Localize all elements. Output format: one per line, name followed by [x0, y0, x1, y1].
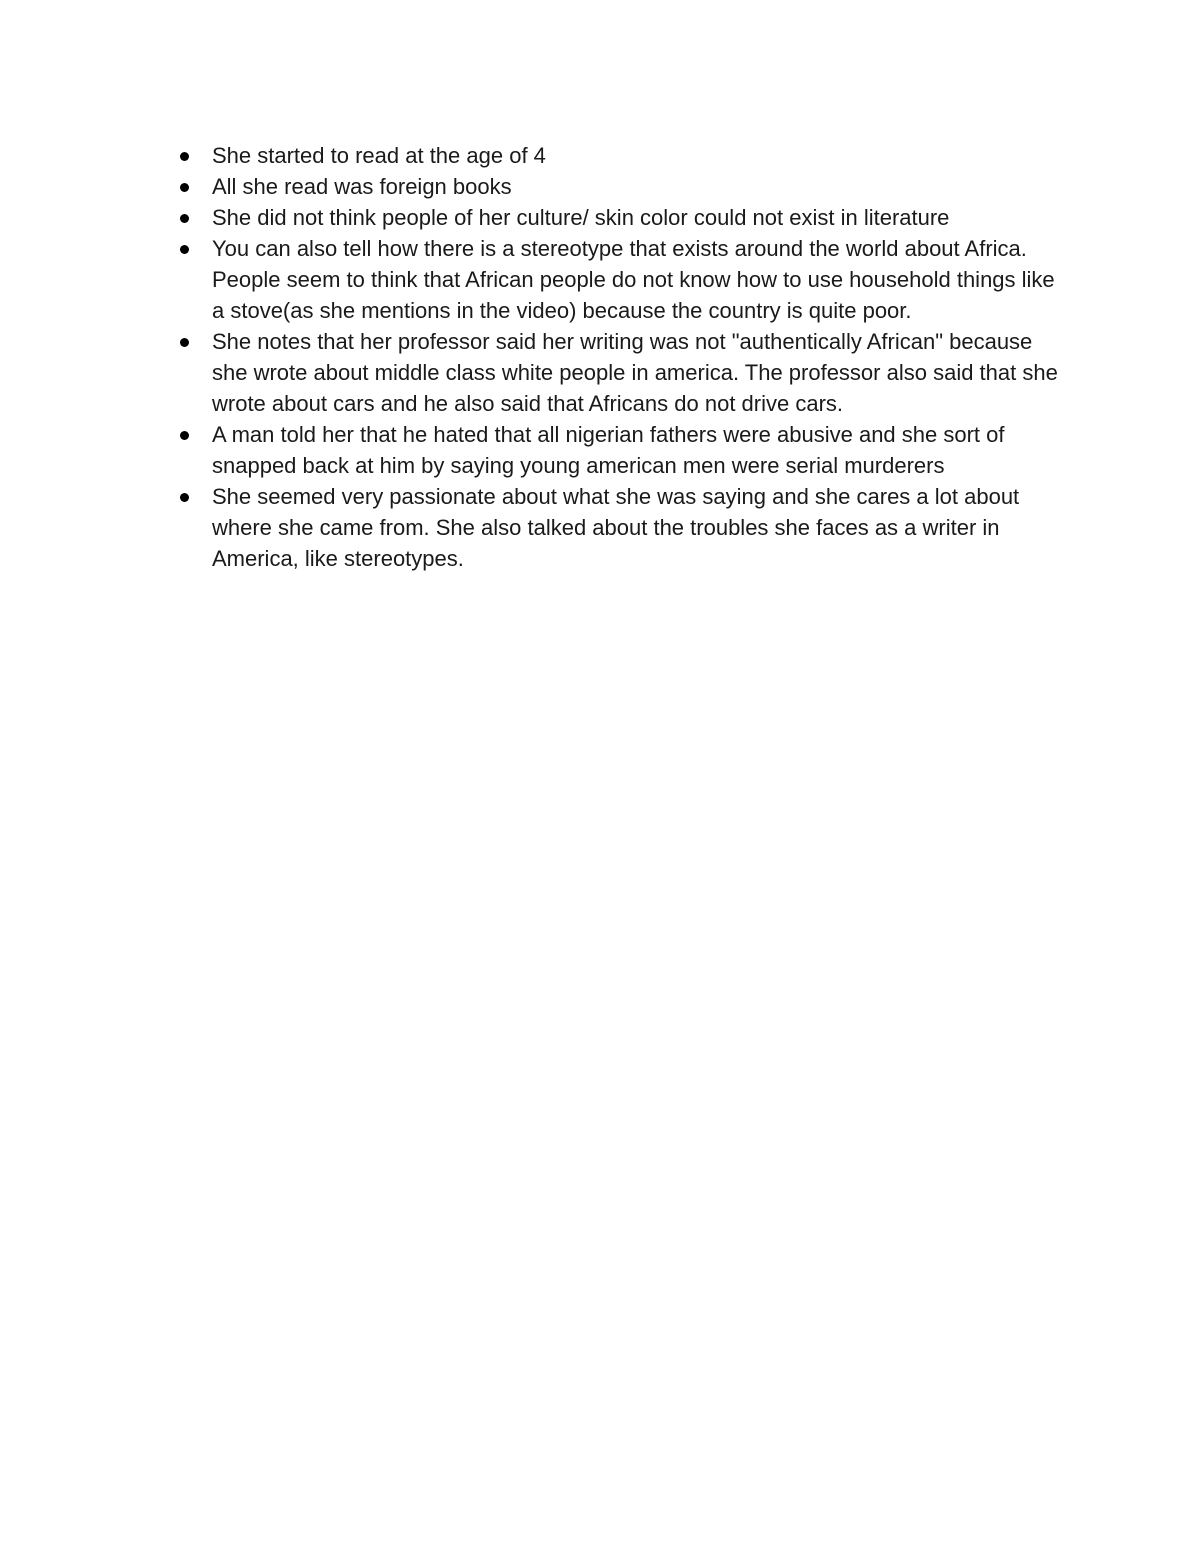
list-item-text: She did not think people of her culture/ skin color could not exist in literature [212, 205, 950, 230]
bullet-icon [180, 338, 189, 347]
bulleted-notes-list [178, 140, 1058, 574]
list-item [178, 481, 1058, 574]
list-item-text: A man told her that he hated that all nigerian fathers were abusive and she sort of snapped back at him by saying young american men were serial murderers [212, 422, 1005, 478]
list-item-text: You can also tell how there is a stereotype that exists around the world about Africa. People seem to think that African people do not know how to use household things like a stove(as she mentions in the video) because the country is quite poor. [212, 236, 1055, 323]
bullet-icon [180, 152, 189, 161]
bullet-icon [180, 493, 189, 502]
list-item [178, 171, 1058, 202]
list-item [178, 202, 1058, 233]
list-item [178, 140, 1058, 171]
list-item [178, 233, 1058, 326]
list-item-text: She notes that her professor said her writing was not "authentically African" because she wrote about middle class white people in america. The professor also said that she wrote about cars and he also said that Africans do not drive cars. [212, 329, 1058, 416]
list-item [178, 326, 1058, 419]
bullet-icon [180, 431, 189, 440]
list-item [178, 419, 1058, 481]
bullet-icon [180, 245, 189, 254]
bullet-icon [180, 214, 189, 223]
bullet-icon [180, 183, 189, 192]
list-item-text: She started to read at the age of 4 [212, 143, 546, 168]
list-item-text: All she read was foreign books [212, 174, 512, 199]
list-item-text: She seemed very passionate about what she was saying and she cares a lot about where she came from. She also talked about the troubles she faces as a writer in America, like stereotypes. [212, 484, 1020, 571]
